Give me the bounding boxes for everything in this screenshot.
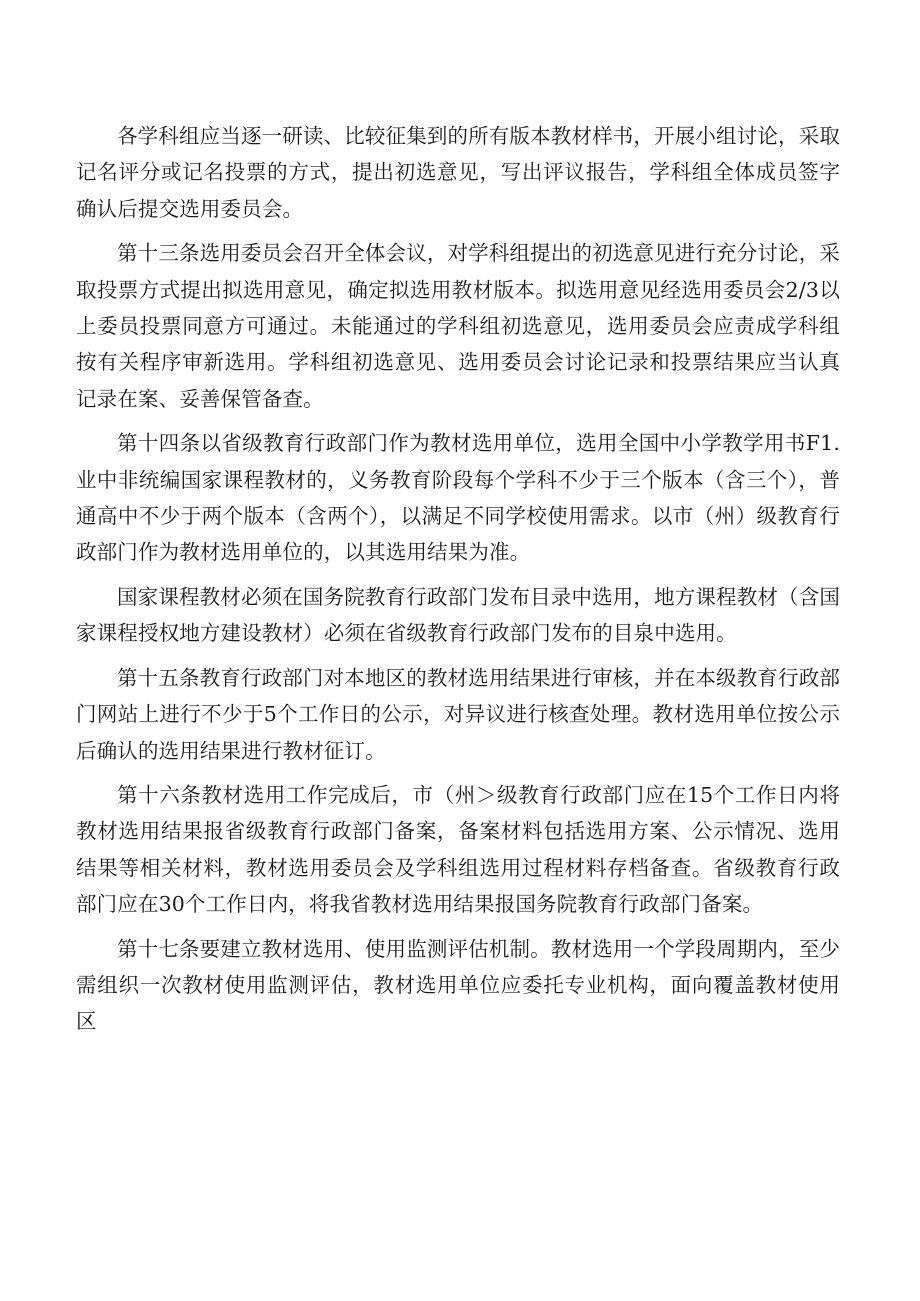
paragraph-article-15: 第十五条教育行政部门对本地区的教材选用结果进行审核，并在本级教育行政部门网站上进行不少于5个工作日的公示，对异议进行核查处理。教材选用单位按公示后确认的选用结果进行教材征订。 — [76, 665, 840, 763]
paragraph-textbook-review: 各学科组应当逐一研读、比较征集到的所有版本教材样书，开展小组讨论，采取记名评分或记名投票的方式，提出初选意见，写出评议报告，学科组全体成员签字确认后提交选用委员会。 — [76, 124, 840, 221]
paragraph-article-17: 第十七条要建立教材选用、使用监测评估机制。教材选用一个学段周期内，至少需组织一次教材使用监测评估，教材选用单位应委托专业机构，面向覆盖教材使用区 — [76, 936, 840, 1034]
paragraph-article-13: 第十三条选用委员会召开全体会议，对学科组提出的初选意见进行充分讨论，采取投票方式提出拟选用意见，确定拟选用教材版本。拟选用意见经选用委员会2/3以上委员投票同意方可通过。未能通过的学科组初选意见，选用委员会应责成学科组按有关程序审新选用。学科组初选意见、选用委员会讨论记录和投票结果应当认真记录在案、妥善保管备查。 — [76, 241, 840, 411]
paragraph-national-local-catalog: 国家课程教材必须在国务院教育行政部门发布目录中选用，地方课程教材（含国家课程授权地方建设教材）必须在省级教育行政部门发布的目泉中选用。 — [76, 584, 840, 646]
paragraph-article-14: 第十四条以省级教育行政部门作为教材选用单位，选用全国中小学教学用书F1.业中非统编国家课程教材的，义务教育阶段每个学科不少于三个版本（含三个），普通高中不少于两个版本（含两个），以满足不同学校使用需求。以市（州）级教育行政部门作为教材选用单位的，以其选用结果为准。 — [76, 431, 840, 565]
paragraph-article-16: 第十六条教材选用工作完成后，市（州＞级教育行政部门应在15个工作日内将教材选用结果报省级教育行政部门备案，备案材料包括选用方案、公示情况、选用结果等相关材料，教材选用委员会及学科组选用过程材料存档备查。省级教育行政部门应在30个工作日内，将我省教材选用结果报国务院教育行政部门备案。 — [76, 782, 840, 917]
